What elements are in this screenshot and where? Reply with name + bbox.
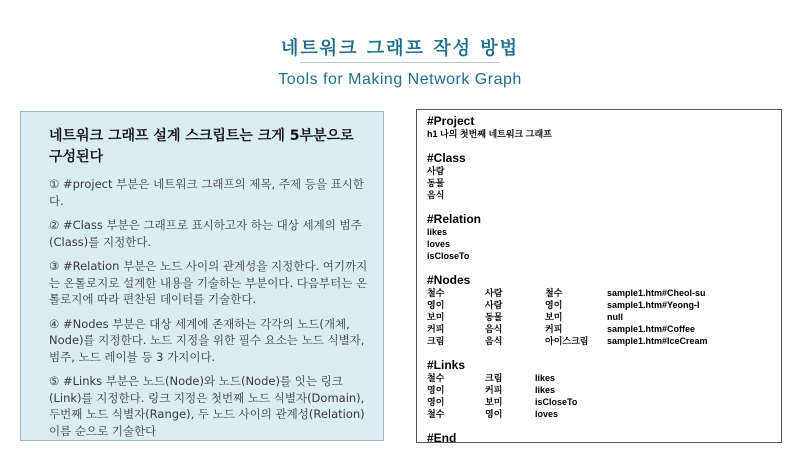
explanation-heading: 네트워크 그래프 설계 스크립트는 크게 5부분으로 구성된다 — [49, 128, 354, 165]
explanation-item-nodes: ④ #Nodes 부분은 대상 세계에 존재하는 각각의 노드(개체, Node)를 지정한다. 노드 지정을 위한 필수 요소는 노드 식별자, 범주, 노드 레이블 등 3 가지이다. — [49, 316, 365, 364]
end-title: #End — [427, 431, 457, 445]
class-section — [427, 151, 781, 201]
link-row — [427, 384, 781, 396]
node-link: sample1.htm#IceCream — [607, 336, 708, 346]
project-section — [427, 114, 781, 140]
explanation-panel — [20, 111, 384, 441]
explanation-item-project: ① #project 부분은 네트워크 그래프의 제목, 주제 등을 표시한다. — [49, 177, 364, 208]
node-id: 커피 — [427, 324, 445, 334]
link-range: 커피 — [485, 385, 503, 395]
node-class: 음식 — [485, 324, 503, 334]
node-label: 보미 — [545, 312, 563, 322]
link-range: 크림 — [485, 373, 503, 383]
links-section — [427, 358, 781, 420]
link-domain: 철수 — [427, 373, 445, 383]
script-panel — [416, 109, 782, 443]
node-id: 보미 — [427, 312, 445, 322]
node-label: 아이스크림 — [545, 336, 589, 346]
node-id: 크림 — [427, 336, 445, 346]
slide-subtitle: Tools for Making Network Graph — [278, 71, 522, 88]
relation-title: #Relation — [427, 212, 482, 226]
class-title: #Class — [427, 151, 466, 165]
relation-item: isCloseTo — [427, 251, 470, 261]
node-class: 음식 — [485, 336, 503, 346]
node-label: 영이 — [545, 300, 563, 310]
node-row — [427, 323, 781, 335]
node-class: 사람 — [485, 288, 503, 298]
link-range: 영이 — [485, 409, 503, 419]
relation-section — [427, 212, 781, 262]
class-item: 음식 — [427, 190, 445, 200]
class-item: 사람 — [427, 166, 445, 176]
link-domain: 영이 — [427, 397, 445, 407]
node-row — [427, 335, 781, 347]
link-row — [427, 396, 781, 408]
link-relation: likes — [535, 373, 556, 383]
class-item: 동물 — [427, 178, 445, 188]
explanation-item-links: ⑤ #Links 부분은 노드(Node)와 노드(Node)를 잇는 링크(Link)를 지정한다. 링크 지정은 첫번째 노드 식별자(Domain), 두번째 노드 식별자(Range), 두 노드 사이의 관계성(Relation) 이름 순으로 기술한다 — [49, 374, 365, 438]
node-link: null — [607, 312, 623, 322]
link-relation: likes — [535, 385, 556, 395]
node-label: 커피 — [545, 324, 563, 334]
link-row — [427, 372, 781, 384]
relation-item: likes — [427, 227, 448, 237]
node-row — [427, 287, 781, 299]
node-id: 철수 — [427, 288, 445, 298]
node-row — [427, 299, 781, 311]
link-domain: 영이 — [427, 385, 445, 395]
link-relation: loves — [535, 409, 559, 419]
node-link: sample1.htm#Yeong-I — [607, 300, 700, 310]
slide-title: 네트워크 그래프 작성 방법 — [280, 38, 520, 59]
link-relation: isCloseTo — [535, 397, 578, 407]
node-row — [427, 311, 781, 323]
link-range: 보미 — [485, 397, 503, 407]
node-link: sample1.htm#Coffee — [607, 324, 696, 334]
node-class: 동물 — [485, 312, 503, 322]
node-label: 철수 — [545, 288, 563, 298]
nodes-title: #Nodes — [427, 273, 471, 287]
node-link: sample1.htm#Cheol-su — [607, 288, 706, 298]
link-row — [427, 408, 781, 420]
title-divider — [300, 62, 500, 63]
explanation-item-relation: ③ #Relation 부분은 노드 사이의 관계성을 지정한다. 여기까지는 온톨로지로 설계한 내용을 기술하는 부분이다. 다음부터는 온톨로지에 따라 편찬된 데이터를 기술한다. — [49, 259, 368, 306]
node-class: 사람 — [485, 300, 503, 310]
node-id: 영이 — [427, 300, 445, 310]
links-title: #Links — [427, 358, 466, 372]
nodes-section — [427, 273, 781, 347]
explanation-item-class: ② #Class 부분은 그래프로 표시하고자 하는 대상 세계의 범주(Class)를 지정한다. — [49, 218, 362, 249]
project-line: h1 나의 첫번째 네트워크 그래프 — [427, 129, 552, 139]
link-domain: 철수 — [427, 409, 445, 419]
relation-item: loves — [427, 239, 451, 249]
project-title: #Project — [427, 114, 475, 128]
